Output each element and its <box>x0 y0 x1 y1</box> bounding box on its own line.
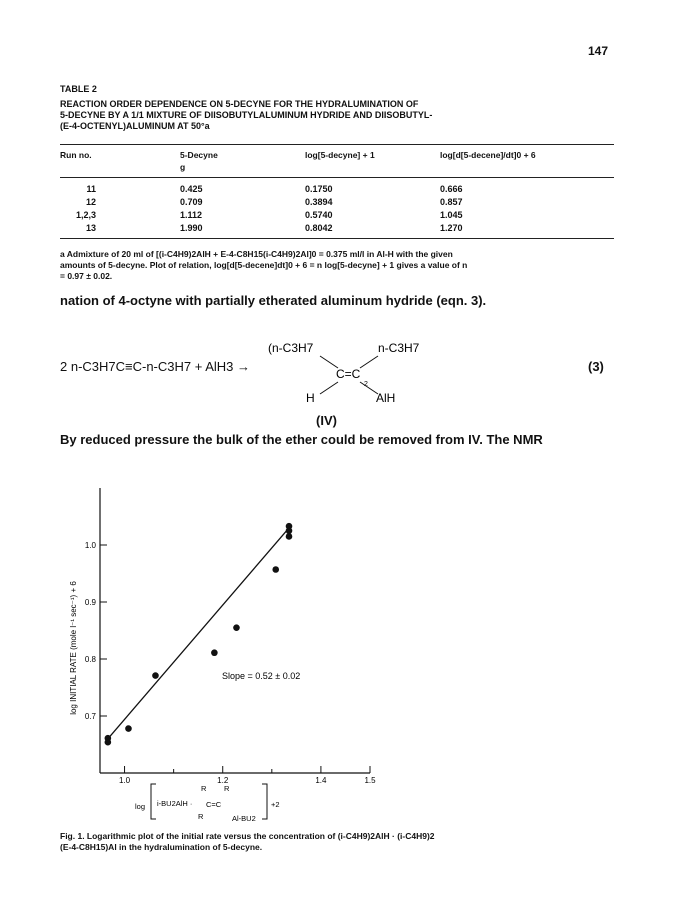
table-top-rule <box>60 144 614 145</box>
page-number: 147 <box>588 44 609 58</box>
chart-fit-line-group <box>108 525 292 739</box>
product-center: C=C <box>336 367 361 381</box>
y-tick-label: 0.8 <box>84 655 96 664</box>
figure-1-chart <box>60 480 390 825</box>
y-axis-label: log INITIAL RATE (mole l⁻¹ sec⁻¹) + 6 <box>69 581 78 715</box>
equation-lhs: 2 n-C3H7C≡C-n-C3H7 + AlH3 → <box>60 359 251 374</box>
data-point <box>125 725 132 732</box>
x-axis-label <box>135 784 280 823</box>
body-paragraph-line: By reduced pressure the bulk of the ether could be removed from IV. The NMR <box>60 432 543 447</box>
chart-ticks <box>85 541 376 785</box>
table-title-line: (E-4-OCTENYL)ALUMINUM AT 50°a <box>60 121 210 131</box>
table-title <box>60 99 620 132</box>
x-label-fragment: Al-BU2 <box>232 814 256 823</box>
x-label-fragment: R <box>224 784 230 793</box>
product-bottom-left: H <box>306 391 315 405</box>
table-cell-decyne: 1.112 <box>180 210 203 220</box>
table-cell-decyne: 0.425 <box>180 184 203 194</box>
x-label-fragment: R <box>201 784 207 793</box>
x-label-fragment: C=C <box>206 800 222 809</box>
table-footnote <box>60 249 616 282</box>
caption-line: (E-4-C8H15)Al in the hydralumination of 5-decyne. <box>60 842 263 852</box>
fit-line <box>108 525 292 739</box>
product-top-right: n-C3H7 <box>378 341 420 355</box>
table-cell-log-decyne: 0.3894 <box>305 197 333 207</box>
table-bottom-rule <box>60 238 614 239</box>
table-cell-run: 13 <box>85 223 96 233</box>
header-run-no: Run no. <box>60 150 92 160</box>
slope-annotation: Slope = 0.52 ± 0.02 <box>222 671 301 681</box>
x-label-suffix: +2 <box>271 800 280 809</box>
table-cell-run: 11 <box>86 184 96 194</box>
data-point <box>272 566 279 573</box>
x-label-bracket-left <box>151 784 156 819</box>
x-tick-label: 1.0 <box>118 776 131 785</box>
data-point <box>286 523 293 530</box>
bond-line <box>360 356 378 368</box>
header-log-decyne: log[5-decyne] + 1 <box>305 150 375 160</box>
table-title-line: REACTION ORDER DEPENDENCE ON 5-DECYNE FOR THE HYDRALUMINATION OF <box>60 99 419 109</box>
x-label-bracket-right <box>262 784 267 819</box>
body-paragraph-line: nation of 4-octyne with partially etherated aluminum hydride (eqn. 3). <box>60 293 487 308</box>
x-label-log: log <box>135 802 146 811</box>
bond-line <box>320 382 338 394</box>
x-label-fragment: i-BU2AlH · <box>157 799 193 808</box>
header-log-rate: log[d[5-decene]/dt]0 + 6 <box>440 150 536 160</box>
table-cell-log-decyne: 0.1750 <box>305 184 333 194</box>
equation-3 <box>60 338 620 408</box>
y-tick-label: 0.7 <box>84 712 96 721</box>
table-cell-log-rate: 0.666 <box>440 184 463 194</box>
table-cell-log-rate: 1.270 <box>440 223 463 233</box>
equation-product-structure <box>260 338 460 408</box>
footnote-line: amounts of 5-decyne. Plot of relation, log[d[5-decene]dt]0 + 6 = n log[5-decyne] + 1 gives a value of n <box>60 260 468 270</box>
product-bottom-right: AlH <box>376 391 396 405</box>
table-cell-decyne: 0.709 <box>180 197 203 207</box>
table-cell-log-decyne: 0.8042 <box>305 223 333 233</box>
x-tick-label: 1.2 <box>217 776 229 785</box>
data-point <box>152 672 159 679</box>
x-tick-label: 1.5 <box>364 776 376 785</box>
compound-label: (IV) <box>316 413 337 428</box>
product-subscript: 2 <box>364 381 368 388</box>
header-decyne: 5-Decyne <box>180 150 218 160</box>
y-tick-label: 0.9 <box>84 598 96 607</box>
equation-number: (3) <box>588 359 604 374</box>
figure-caption <box>60 831 435 853</box>
table-cell-log-rate: 0.857 <box>440 197 463 207</box>
data-point <box>233 624 240 631</box>
product-top-left: (n-C3H7 <box>268 341 314 355</box>
table-header-rule <box>60 177 614 178</box>
data-point <box>211 649 218 656</box>
table-cell-log-decyne: 0.5740 <box>305 210 333 220</box>
caption-line: Fig. 1. Logarithmic plot of the initial rate versus the concentration of (i-C4H9)2AlH · (i-C4H9)2 <box>60 831 435 841</box>
table-cell-run: 12 <box>85 197 96 207</box>
table-cell-log-rate: 1.045 <box>440 210 463 220</box>
footnote-line: a Admixture of 20 ml of [(i-C4H9)2AlH + E-4-C8H15(i-C4H9)2Al]0 = 0.375 ml/l in Al-H with the given <box>60 249 453 259</box>
table-cell-run: 1,2,3 <box>75 210 96 220</box>
x-tick-label: 1.4 <box>315 776 327 785</box>
table-title-line: 5-DECYNE BY A 1/1 MIXTURE OF DIISOBUTYLALUMINUM HYDRIDE AND DIISOBUTYL- <box>60 110 433 120</box>
header-decyne-unit: g <box>180 162 186 172</box>
table-cell-decyne: 1.990 <box>180 223 203 233</box>
x-label-fragment: R <box>198 812 204 821</box>
footnote-line: = 0.97 ± 0.02. <box>60 271 113 281</box>
table-label: TABLE 2 <box>60 84 97 94</box>
data-point <box>286 533 293 540</box>
y-tick-label: 1.0 <box>84 541 96 550</box>
data-point <box>105 735 112 742</box>
